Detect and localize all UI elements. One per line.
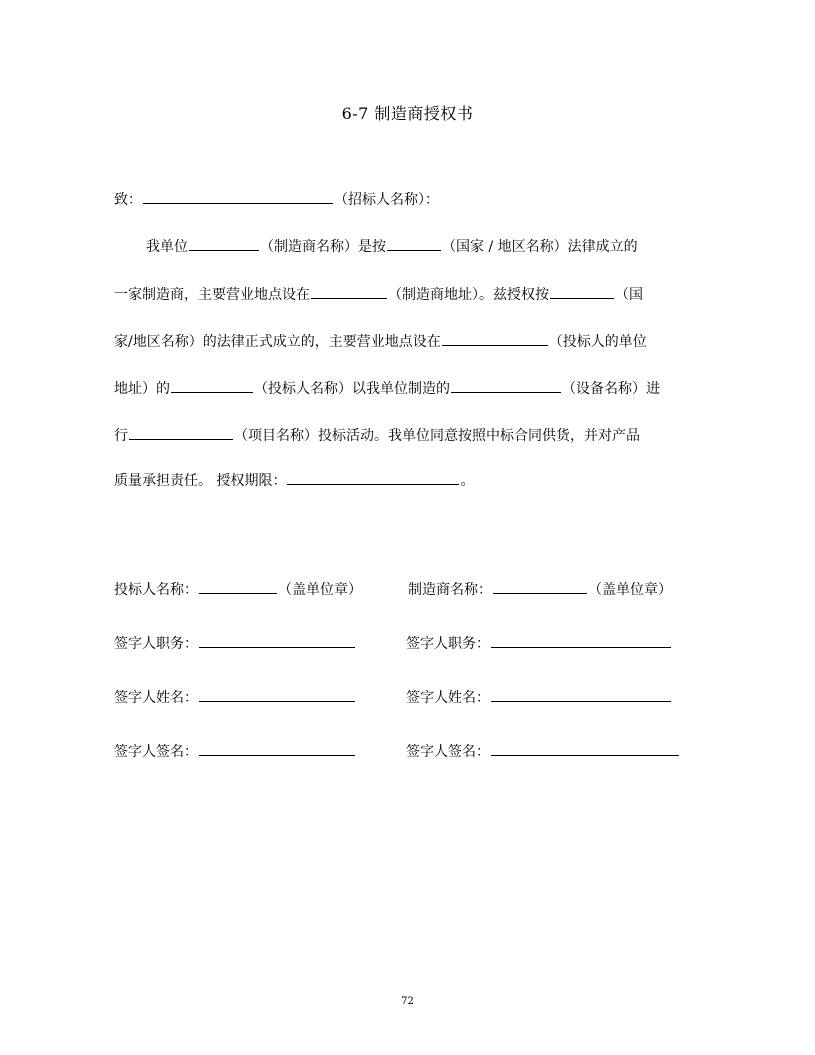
text-segment: （制造商地址）。兹授权按 xyxy=(388,287,549,303)
bidder-position-blank[interactable] xyxy=(199,632,355,648)
equipment-name-blank[interactable] xyxy=(451,377,561,393)
country-blank[interactable] xyxy=(387,235,441,251)
maker-name-row xyxy=(408,578,672,598)
authorization-period-blank[interactable] xyxy=(287,469,459,485)
tenderer-name-blank[interactable] xyxy=(143,188,333,204)
text-segment: （制造商名称）是按 xyxy=(260,239,386,255)
body-line-6 xyxy=(114,469,714,489)
text-segment: 地址）的 xyxy=(114,381,170,397)
bidder-seal-label: （盖单位章） xyxy=(278,582,362,598)
to-label: 致： xyxy=(114,192,142,208)
authorized-country-blank[interactable] xyxy=(550,283,614,299)
maker-signature-row xyxy=(406,740,680,760)
body-line-4 xyxy=(114,377,714,397)
bidder-name-blank[interactable] xyxy=(171,377,253,393)
body-line-2 xyxy=(114,283,714,303)
bidder-position-row xyxy=(114,632,356,652)
position-label: 签字人职务： xyxy=(114,636,198,652)
maker-seal-name-blank[interactable] xyxy=(493,578,587,594)
tenderer-hint: （招标人名称）： xyxy=(334,192,439,208)
maker-signer-name-row xyxy=(406,686,672,706)
text-segment: 我单位 xyxy=(146,239,188,255)
text-segment: （投标人名称）以我单位制造的 xyxy=(254,381,450,397)
body-line-1 xyxy=(146,235,746,255)
text-segment: 。 xyxy=(460,473,475,489)
bidder-signer-name-row xyxy=(114,686,356,706)
text-segment: （投标人的单位 xyxy=(548,334,647,350)
sign-label: 签字人签名： xyxy=(114,744,198,760)
manufacturer-address-blank[interactable] xyxy=(311,283,387,299)
text-segment: 家/地区名称）的法律正式成立的，主要营业地点设在 xyxy=(114,334,441,350)
maker-position-blank[interactable] xyxy=(491,632,671,648)
maker-signature-blank[interactable] xyxy=(491,740,679,756)
text-segment: （设备名称）进 xyxy=(562,381,660,397)
manufacturer-name-blank[interactable] xyxy=(189,235,259,251)
bidder-signature-blank[interactable] xyxy=(199,740,355,756)
bidder-signer-name-blank[interactable] xyxy=(199,686,355,702)
text-segment: （国家 / 地区名称）法律成立的 xyxy=(442,239,638,255)
text-segment: 行 xyxy=(114,428,128,444)
maker-position-row xyxy=(406,632,672,652)
text-segment: （项目名称）投标活动。我单位同意按照中标合同供货，并对产品 xyxy=(234,428,640,444)
text-segment: （国 xyxy=(615,287,643,303)
position-label: 签字人职务： xyxy=(406,636,490,652)
name-label: 签字人姓名： xyxy=(114,690,198,706)
page-number: 72 xyxy=(401,996,414,1007)
sign-label: 签字人签名： xyxy=(406,744,490,760)
bidder-signature-row xyxy=(114,740,356,760)
body-line-3 xyxy=(114,330,714,350)
maker-seal-label: （盖单位章） xyxy=(588,582,672,598)
body-line-5 xyxy=(114,424,714,444)
maker-signer-name-blank[interactable] xyxy=(491,686,671,702)
text-segment: 质量承担责任。 授权期限： xyxy=(114,473,287,489)
bidder-name-row xyxy=(114,578,362,598)
project-name-blank[interactable] xyxy=(129,424,233,440)
bidder-name-label: 投标人名称： xyxy=(114,582,198,598)
document-title: 6-7 制造商授权书 xyxy=(341,104,474,123)
name-label: 签字人姓名： xyxy=(406,690,490,706)
bidder-seal-name-blank[interactable] xyxy=(199,578,277,594)
text-segment: 一家制造商，主要营业地点设在 xyxy=(114,287,310,303)
addressee-line xyxy=(114,188,714,208)
maker-name-label: 制造商名称： xyxy=(408,582,492,598)
bidder-address-blank[interactable] xyxy=(442,330,548,346)
